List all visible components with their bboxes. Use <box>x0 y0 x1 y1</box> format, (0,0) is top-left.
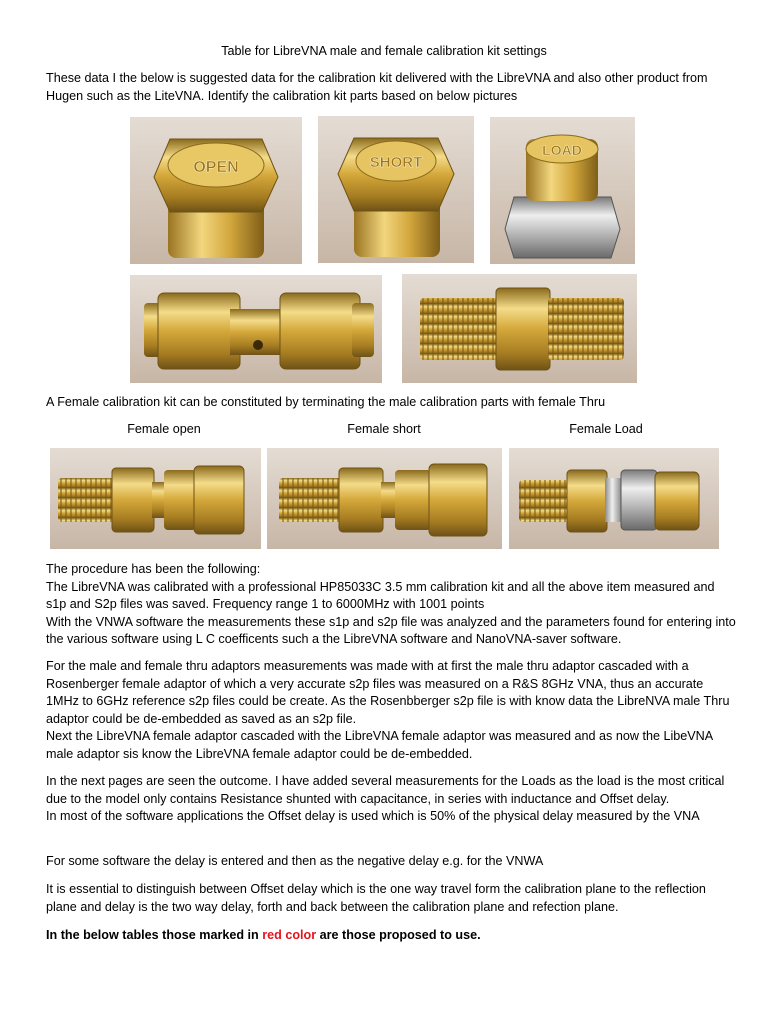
procedure-line: With the VNWA software the measurements these s1p and s2p file was analyzed and the parameters found for entering into the various software using L C coefficents such a the LibreVNA software and NanoVNA-saver software. <box>46 614 736 647</box>
caption-female-open: Female open <box>127 422 201 436</box>
short-engraving: SHORT <box>369 154 423 171</box>
open-engraving: OPEN <box>193 159 239 176</box>
male-short-photo <box>318 116 474 263</box>
final-note <box>46 927 736 945</box>
outcome-paragraph: In the next pages are seen the outcome. I have added several measurements for the Loads as the load is the most critical due to the model only contains Resistance shunted with capacitance, in series with inductance and Offset delay. <box>46 774 725 806</box>
final-note-before: In the below tables those marked in <box>46 928 263 942</box>
male-open-photo <box>130 117 302 264</box>
female-load-photo <box>509 448 719 549</box>
final-note-after: are those proposed to use. <box>316 928 481 942</box>
female-kit-note: A Female calibration kit can be constituted by terminating the male calibration parts with female Thru <box>46 395 606 409</box>
thru-paragraph: Next the LibreVNA female adaptor cascaded with the LibreVNA female adaptor was measured and as now the LibeVNA male adaptor sis know the LibreVNA female adaptor could be de-embedded. <box>46 729 713 761</box>
essential-paragraph: It is essential to distinguish between Offset delay which is the one way travel form the calibration plane to the reflection plane and delay is the two way delay, forth and back between the calibration plane and refection plane. <box>46 882 706 914</box>
intro-paragraph: These data I the below is suggested data for the calibration kit delivered with the LibreVNA and also other product from Hugen such as the LiteVNA. Identify the calibration kit parts based on below pictures <box>46 71 708 103</box>
female-thru-adaptor-photo <box>402 274 637 383</box>
male-thru-adaptor-photo <box>130 275 382 383</box>
red-color-highlight: red color <box>262 928 317 942</box>
procedure-heading: The procedure has been the following: <box>46 562 261 576</box>
vnwa-note: For some software the delay is entered and then as the negative delay e.g. for the VNWA <box>46 854 544 868</box>
caption-female-short: Female short <box>347 422 421 436</box>
procedure-line: The LibreVNA was calibrated with a professional HP85033C 3.5 mm calibration kit and all the above item measured and s1p and S2p files was saved. Frequency range 1 to 6000MHz with 1001 points <box>46 579 715 612</box>
procedure-section <box>46 561 736 649</box>
thru-paragraph: For the male and female thru adaptors measurements was made with at first the male thru adaptor cascaded with a Rosenberger female adaptor of which a very accurate s2p files was measured on a R&S 8GHz VNA, thus an accurate 1MHz to 6GHz reference s2p files could be create. As the Rosenbberger s2p file is with know data the LibreNVA male Thru adaptor could be de-embedded as saved as an s2p file. <box>46 659 730 726</box>
male-load-photo <box>490 117 635 264</box>
page-title: Table for LibreVNA male and female calibration kit settings <box>221 44 547 58</box>
caption-female-load: Female Load <box>569 422 643 436</box>
female-open-photo <box>50 448 261 549</box>
load-engraving: LOAD <box>542 142 582 158</box>
outcome-paragraph: In most of the software applications the Offset delay is used which is 50% of the physical delay measured by the VNA <box>46 809 700 824</box>
outcome-section <box>46 773 736 826</box>
thru-section <box>46 658 736 764</box>
female-short-photo <box>267 448 502 549</box>
